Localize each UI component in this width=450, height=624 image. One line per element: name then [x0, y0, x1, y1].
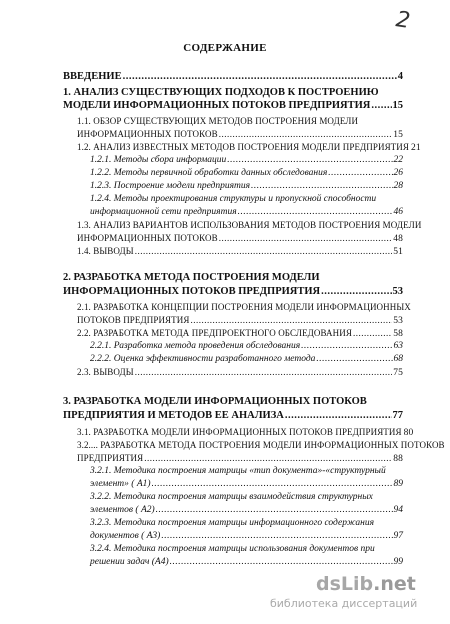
- toc-page: 46: [393, 207, 403, 217]
- toc-page: 63: [393, 341, 403, 351]
- toc-page: 15: [393, 130, 403, 140]
- toc-entry-3-2-3[interactable]: 3.2.3. Методика построения матрицы информационного содержания: [90, 518, 375, 528]
- toc-entry-3-2-cont[interactable]: [77, 454, 403, 465]
- toc-entry-2-2-2[interactable]: [90, 355, 403, 365]
- toc-label: ВВЕДЕНИЕ: [63, 71, 122, 82]
- toc-page: 97: [393, 531, 403, 541]
- toc-label: 1.4. ВЫВОДЫ: [77, 246, 134, 256]
- toc-page: 22: [393, 155, 403, 165]
- toc-label: ПРЕДПРИЯТИЯ: [77, 453, 144, 463]
- toc-entry-intro[interactable]: [63, 72, 403, 83]
- toc-label: ПРЕДПРИЯТИЯ И МЕТОДОВ ЕЕ АНАЛИЗА: [63, 410, 284, 421]
- toc-label: ПОТОКОВ ПРЕДПРИЯТИЯ: [77, 315, 190, 325]
- toc-label: элементов ( A2): [90, 505, 155, 515]
- toc-entry-1-4[interactable]: [77, 247, 403, 258]
- toc-page: 15: [392, 100, 403, 111]
- toc-page: 77: [392, 410, 403, 421]
- toc-label: информационной сети предприятия: [90, 207, 237, 217]
- chapter-1-heading[interactable]: 1. АНАЛИЗ СУЩЕСТВУЮЩИХ ПОДХОДОВ К ПОСТРОЕНИЮ: [63, 87, 379, 98]
- toc-entry-3-2-2-cont[interactable]: [90, 506, 403, 516]
- page-title: СОДЕРЖАНИЕ: [183, 42, 267, 54]
- chapter-3-heading[interactable]: 3. РАЗРАБОТКА МОДЕЛИ ИНФОРМАЦИОННЫХ ПОТОКОВ: [63, 396, 367, 407]
- toc-label: 1.2. АНАЛИЗ ИЗВЕСТНЫХ МЕТОДОВ ПОСТРОЕНИЯ МОДЕЛИ ПРЕДПРИЯТИЯ: [77, 142, 409, 152]
- toc-page: 28: [393, 181, 403, 191]
- watermark-logo: [316, 573, 416, 595]
- toc-label: МОДЕЛИ ИНФОРМАЦИОННЫХ ПОТОКОВ ПРЕДПРИЯТИЯ: [63, 100, 371, 111]
- toc-entry-1-2-4-cont[interactable]: [90, 208, 403, 218]
- toc-page: 26: [393, 168, 403, 178]
- toc-label: 2.2.1. Разработка метода проведения обследования: [90, 341, 301, 351]
- toc-entry-3-2-3-cont[interactable]: [90, 532, 403, 542]
- toc-page: 51: [393, 247, 403, 257]
- toc-entry-1-2-1[interactable]: [90, 156, 403, 166]
- toc-page: 94: [393, 505, 403, 515]
- toc-page: 89: [393, 479, 403, 489]
- toc-page: 21: [411, 143, 421, 153]
- toc-label: 2.2.2. Оценка эффективности разработанного метода: [90, 354, 316, 364]
- toc-label: элемент» ( A1): [90, 479, 151, 489]
- toc-entry-3-2-4-cont[interactable]: [90, 558, 403, 568]
- toc-page: 58: [393, 329, 403, 339]
- chapter-2-heading[interactable]: 2. РАЗРАБОТКА МЕТОДА ПОСТРОЕНИЯ МОДЕЛИ: [63, 272, 320, 283]
- watermark-logo-tld: .net: [373, 573, 416, 595]
- toc-label: ИНФОРМАЦИОННЫХ ПОТОКОВ: [77, 129, 218, 139]
- toc-entry-chapter-3[interactable]: [63, 411, 403, 422]
- toc-label: 3.1. РАЗРАБОТКА МОДЕЛИ ИНФОРМАЦИОННЫХ ПОТОКОВ ПРЕДПРИЯТИЯ: [77, 427, 402, 437]
- watermark: [270, 573, 418, 610]
- toc-entry-1-3[interactable]: 1.3. АНАЛИЗ ВАРИАНТОВ ИСПОЛЬЗОВАНИЯ МЕТОДОВ ПОСТРОЕНИЯ МОДЕЛИ: [77, 220, 422, 230]
- toc-entry-1-3-cont[interactable]: [77, 234, 403, 245]
- toc-page: 48: [393, 234, 403, 244]
- toc-entry-2-2-1[interactable]: [90, 342, 403, 352]
- toc-page: 80: [403, 428, 414, 438]
- toc-page: 4: [397, 71, 403, 82]
- toc-entry-3-2-4[interactable]: 3.2.4. Методика построения матрицы использования документов при: [90, 544, 375, 554]
- toc-entry-3-1[interactable]: [77, 427, 414, 439]
- toc-entry-1-2[interactable]: [77, 142, 421, 154]
- toc-entry-2-2[interactable]: [77, 329, 403, 340]
- toc-entry-1-1-cont[interactable]: [77, 130, 403, 141]
- toc-entry-2-1[interactable]: 2.1. РАЗРАБОТКА КОНЦЕПЦИИ ПОСТРОЕНИЯ МОДЕЛИ ИНФОРМАЦИОННЫХ: [77, 302, 411, 312]
- toc-entry-chapter-1[interactable]: [63, 101, 403, 112]
- toc-entry-1-1[interactable]: 1.1. ОБЗОР СУЩЕСТВУЮЩИХ МЕТОДОВ ПОСТРОЕНИЯ МОДЕЛИ: [77, 116, 359, 126]
- toc-entry-2-3[interactable]: [77, 368, 403, 379]
- toc-label: 1.2.2. Методы первичной обработки данных обследования: [90, 168, 328, 178]
- toc-label: решении задач (A4): [90, 557, 169, 567]
- toc-entry-1-2-4[interactable]: 1.2.4. Методы проектирования структуры и пропускной способности: [90, 194, 377, 204]
- toc-label: ИНФОРМАЦИОННЫХ ПОТОКОВ: [77, 233, 218, 243]
- toc-entry-chapter-2[interactable]: [63, 287, 403, 298]
- toc-label: 1.2.1. Методы сбора информации: [90, 155, 227, 165]
- toc-page: 68: [393, 354, 403, 364]
- toc-entry-3-2-1[interactable]: 3.2.1. Методика построения матрицы «тип документа»-«структурный: [90, 466, 386, 476]
- toc-label: 2.3. ВЫВОДЫ: [77, 367, 134, 377]
- toc-entry-3-2-1-cont[interactable]: [90, 480, 403, 490]
- toc-entry-1-2-2[interactable]: [90, 169, 403, 179]
- toc-page: 88: [393, 454, 403, 464]
- toc-entry-2-1-cont[interactable]: [77, 316, 403, 327]
- toc-page: 53: [392, 286, 403, 297]
- toc-page: 99: [393, 557, 403, 567]
- toc-label: 1.2.3. Построение модели предприятия: [90, 181, 251, 191]
- toc-label: ИНФОРМАЦИОННЫХ ПОТОКОВ ПРЕДПРИЯТИЯ: [63, 286, 321, 297]
- toc-page: 75: [393, 368, 403, 378]
- toc-entry-3-2-2[interactable]: 3.2.2. Методика построения матрицы взаимодействия структурных: [90, 492, 373, 502]
- toc-entry-3-2[interactable]: 3.2.... РАЗРАБОТКА МЕТОДА ПОСТРОЕНИЯ МОДЕЛИ ИНФОРМАЦИОННЫХ ПОТОКОВ: [77, 440, 445, 450]
- toc-label: документов ( A3): [90, 531, 161, 541]
- toc-label: 2.2. РАЗРАБОТКА МЕТОДА ПРЕДПРОЕКТНОГО ОБСЛЕДОВАНИЯ: [77, 328, 352, 338]
- toc-entry-1-2-3[interactable]: [90, 182, 403, 192]
- toc-page: 53: [393, 316, 403, 326]
- watermark-subtitle: библиотека диссертаций: [270, 597, 418, 610]
- handwritten-page-number: 2: [394, 7, 412, 34]
- watermark-logo-main: dsLib: [316, 573, 374, 595]
